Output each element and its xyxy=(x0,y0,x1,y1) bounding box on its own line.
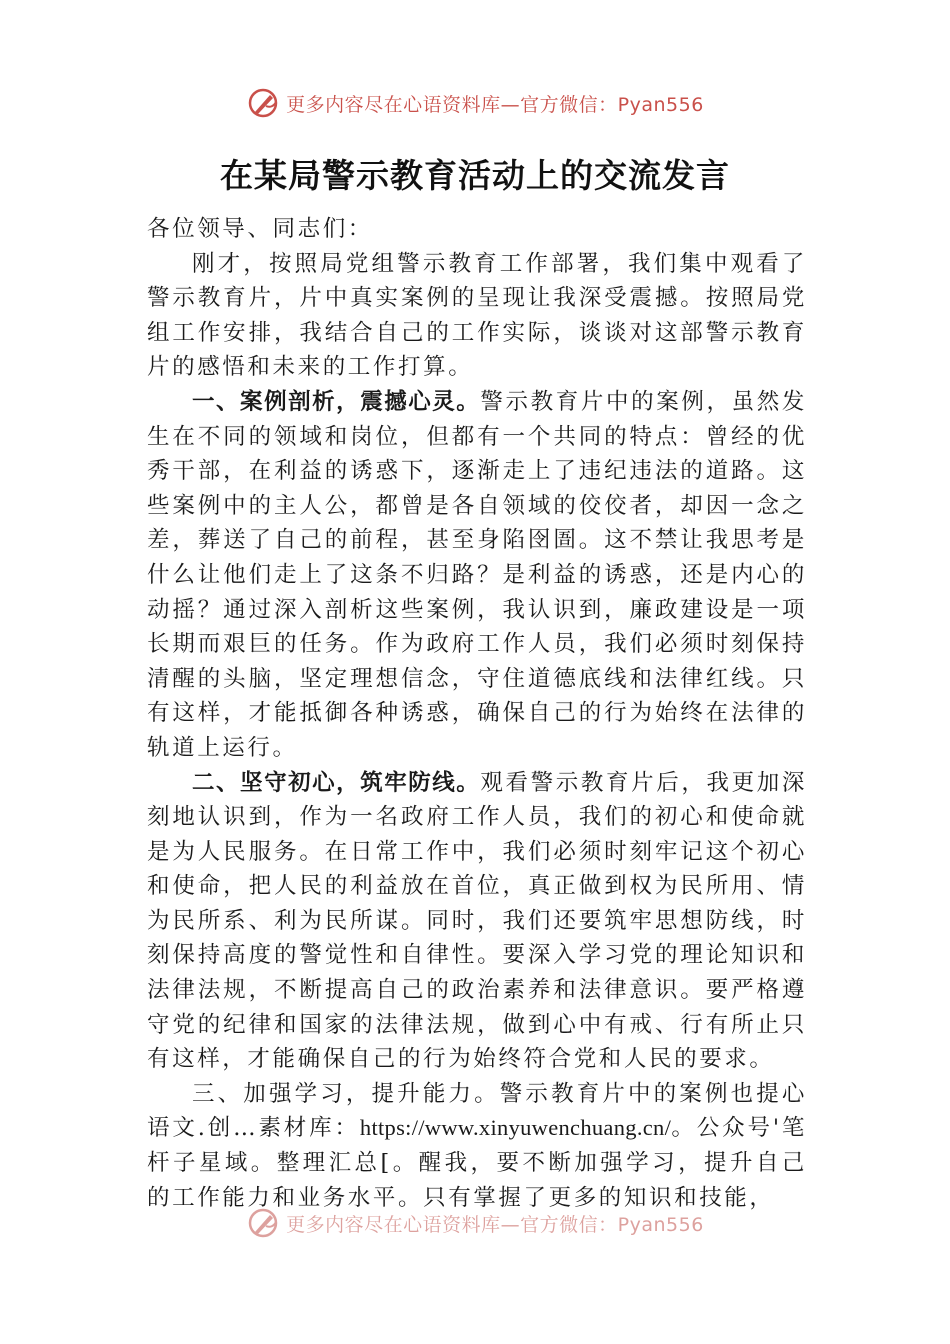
pen-logo-icon xyxy=(246,1206,280,1240)
section-3-paragraph xyxy=(147,1077,807,1215)
section-3-rest: 。公众号'笔杆子星域。整理汇总[。醒我，要不断加强学习，提升自己的工作能力和业务水平。只有掌握了更多的知识和技能， xyxy=(147,1115,807,1211)
watermark-text: 更多内容尽在心语资料库—官方微信：Pyan556 xyxy=(286,1213,704,1236)
section-2-paragraph xyxy=(147,766,807,1077)
page-title: 在某局警示教育活动上的交流发言 xyxy=(220,156,730,195)
section-2-heading: 二、坚守初心，筑牢防线。 xyxy=(192,769,481,796)
section-1-heading: 一、案例剖析，震撼心灵。 xyxy=(192,388,481,415)
watermark-header xyxy=(0,84,950,122)
watermark-footer xyxy=(0,1206,950,1240)
pen-logo-icon xyxy=(246,86,280,120)
source-url-link[interactable]: https://www.xinyuwenchuang.cn/ xyxy=(359,1115,672,1141)
section-2-body: 观看警示教育片后，我更加深刻地认识到，作为一名政府工作人员，我们的初心和使命就是为人民服务。在日常工作中，我们必须时刻牢记这个初心和使命，把人民的利益放在首位，真正做到权为民所用、情为民所系、利为民所谋。同时，我们还要筑牢思想防线，时刻保持高度的警觉性和自律性。要深入学习党的理论知识和法律法规，不断提高自己的政治素养和法律意识。要严格遵守党的纪律和国家的法律法规，做到心中有戒、行有所止只有这样，才能确保自己的行为始终符合党和人民的要求。 xyxy=(147,769,807,1073)
salutation: 各位领导、同志们： xyxy=(147,216,373,242)
document-body xyxy=(147,212,807,1215)
watermark-text: 更多内容尽在心语资料库—官方微信：Pyan556 xyxy=(286,93,704,116)
section-1-body: 警示教育片中的案例，虽然发生在不同的领域和岗位，但都有一个共同的特点：曾经的优秀干部，在利益的诱惑下，逐渐走上了违纪违法的道路。这些案例中的主人公，都曾是各自领域的佼佼者，却因一念之差，葬送了自己的前程，甚至身陷囹圄。这不禁让我思考是什么让他们走上了这条不归路？是利益的诱惑，还是内心的动摇？通过深入剖析这些案例，我认识到，廉政建设是一项长期而艰巨的任务。作为政府工作人员，我们必须时刻保持清醒的头脑，坚定理想信念，守住道德底线和法律红线。只有这样，才能抵御各种诱惑，确保自己的行为始终在法律的轨道上运行。 xyxy=(147,388,807,761)
intro-paragraph: 刚才，按照局党组警示教育工作部署，我们集中观看了警示教育片，片中真实案例的呈现让我深受震撼。按照局党组工作安排，我结合自己的工作实际，谈谈对这部警示教育片的感悟和未来的工作打算。 xyxy=(147,250,807,381)
section-3-start: 三、加强学习，提升能力。警示教育片中的案例也提心语文.创…素材库： xyxy=(147,1080,807,1142)
section-1-paragraph xyxy=(147,385,807,766)
